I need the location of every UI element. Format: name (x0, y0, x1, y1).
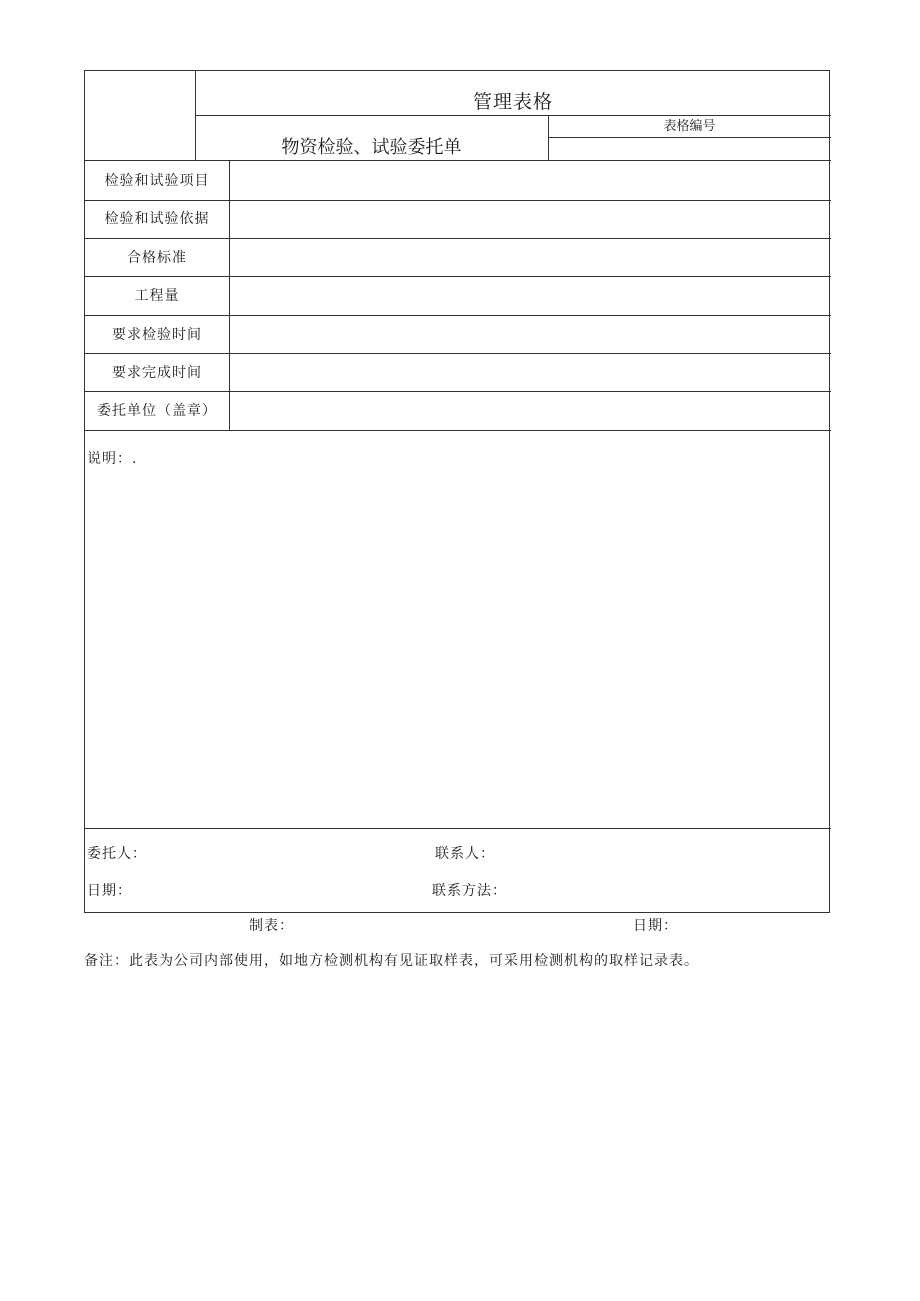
prepared-by-label: 制表： (249, 918, 294, 934)
row-value-client-unit-seal[interactable] (237, 404, 823, 420)
row-label-acceptance-standard: 合格标准 (127, 250, 187, 266)
notes-area[interactable] (85, 431, 831, 828)
row-value-inspection-items[interactable] (237, 174, 823, 190)
main-title-divider (195, 115, 831, 116)
row-label-required-completion-time: 要求完成时间 (112, 365, 202, 381)
client-label: 委托人： (87, 846, 147, 862)
row-label-client-unit-seal: 委托单位（盖章） (97, 403, 217, 419)
form-title: 物资检验、试验委托单 (281, 137, 462, 158)
entrustment-form (84, 70, 830, 913)
row-label-quantity: 工程量 (134, 288, 180, 304)
logo-cell (85, 71, 195, 160)
contact-method-label: 联系方法： (432, 883, 507, 899)
row-divider (85, 276, 831, 277)
form-number-label: 表格编号 (663, 119, 716, 134)
row-divider (85, 315, 831, 316)
row-value-required-completion-time[interactable] (237, 366, 823, 382)
contact-person-label: 联系人： (435, 846, 495, 862)
row-value-required-inspection-time[interactable] (237, 328, 823, 344)
date-label: 日期： (87, 883, 132, 899)
form-number-row-divider (548, 137, 831, 138)
notes-label: 说明：. (87, 451, 138, 467)
row-value-acceptance-standard[interactable] (237, 251, 823, 267)
row-label-inspection-items: 检验和试验项目 (104, 173, 210, 189)
row-divider (85, 391, 831, 392)
notes-bottom-divider (85, 828, 831, 829)
bottom-date-label: 日期： (633, 918, 678, 934)
header-bottom-divider (85, 160, 831, 161)
row-value-inspection-basis[interactable] (237, 212, 823, 228)
row-label-inspection-basis: 检验和试验依据 (104, 211, 210, 227)
row-divider (85, 200, 831, 201)
remark-text: 备注：此表为公司内部使用，如地方检测机构有见证取样表，可采用检测机构的取样记录表。 (84, 953, 699, 969)
row-divider (85, 353, 831, 354)
row-value-quantity[interactable] (237, 289, 823, 305)
main-title: 管理表格 (472, 91, 553, 113)
row-divider (85, 238, 831, 239)
row-label-required-inspection-time: 要求检验时间 (112, 327, 202, 343)
